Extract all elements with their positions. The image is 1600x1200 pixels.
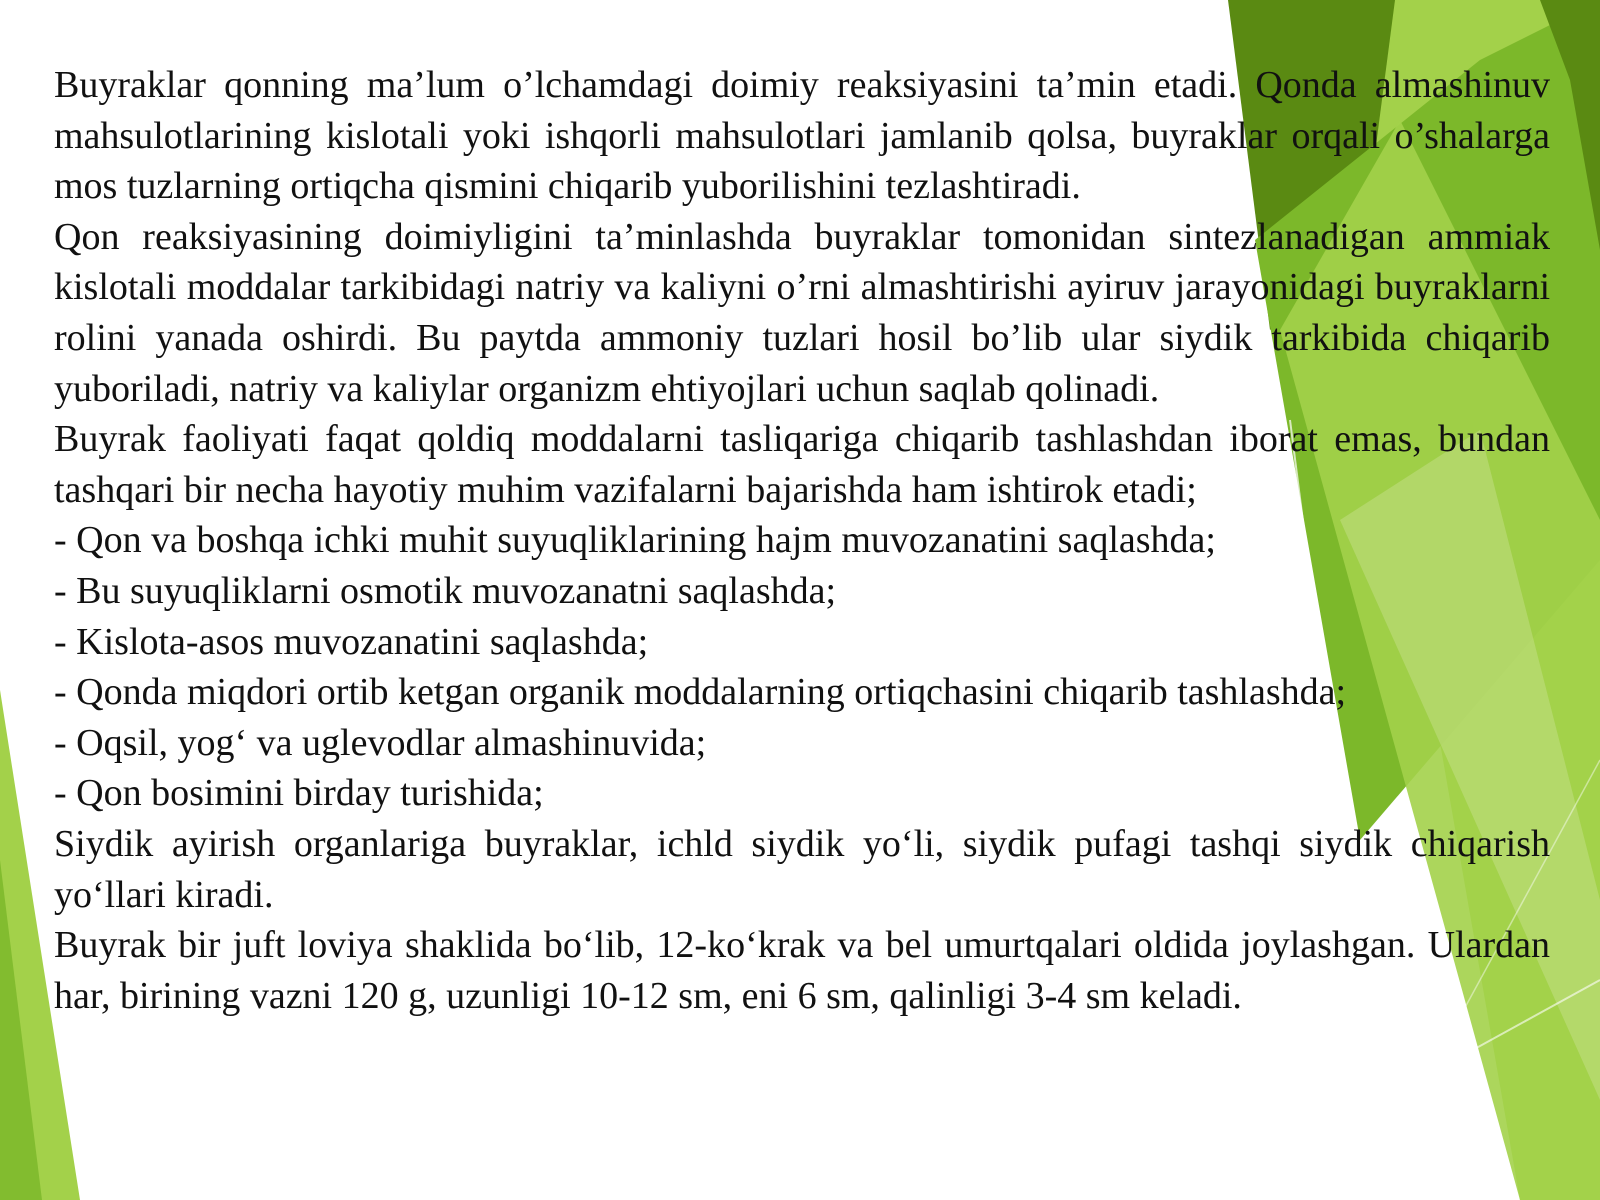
paragraph: Buyraklar qonning ma’lum o’lchamdagi doimiy reaksiyasini ta’min etadi. Qonda almashinuv mahsulotlarining kislotali yoki ishqorli mahsulotlari jamlanib qolsa, buyraklar orqali o’shalarga mos tuzlarning ortiqcha qismini chiqarib yuborilishini tezlashtiradi. [54,64,1550,208]
list-item: - Oqsil, yog‘ va uglevodlar almashinuvida; [54,721,707,764]
function-list [54,515,1550,819]
list-item: - Qonda miqdori ortib ketgan organik moddalarning ortiqchasini chiqarib tashlashda; [54,671,1347,714]
list-item: - Bu suyuqliklarni osmotik muvozanatni saqlashda; [54,569,837,612]
list-item: - Qon va boshqa ichki muhit suyuqliklarining hajm muvozanatini saqlashda; [54,519,1216,562]
paragraph: Siydik ayirish organlariga buyraklar, ichld siydik yo‘li, siydik pufagi tashqi siydik chiqarish yo‘llari kiradi. [54,822,1550,916]
paragraph: Buyrak bir juft loviya shaklida bo‘lib, 12-ko‘krak va bel umurtqalari oldida joylashgan. Ulardan har, birining vazni 120 g, uzunligi 10-12 sm, eni 6 sm, qalinligi 3-4 sm keladi. [54,924,1550,1017]
paragraph: Buyrak faoliyati faqat qoldiq moddalarni tasliqariga chiqarib tashlashdan iborat emas, bundan tashqari bir necha hayotiy muhim vazifalarni bajarishda ham ishtirok etadi; [54,418,1550,511]
list-item: - Kislota-asos muvozanatini saqlashda; [54,620,649,663]
list-item: - Qon bosimini birday turishida; [54,772,544,815]
paragraph: Qon reaksiyasining doimiyligini ta’minlashda buyraklar tomonidan sintezlanadigan ammiak kislotali moddalar tarkibidagi natriy va kaliyni o’rni almashtirishi ayiruv jarayonidagi buyraklarni rolini yanada oshirdi. Bu paytda ammoniy tuzlari hosil bo’lib ular siydik tarkibida chiqarib yuboriladi, natriy va kaliylar organizm ehtiyojlari uchun saqlab qolinadi. [54,215,1550,410]
text-body [54,60,1550,1021]
